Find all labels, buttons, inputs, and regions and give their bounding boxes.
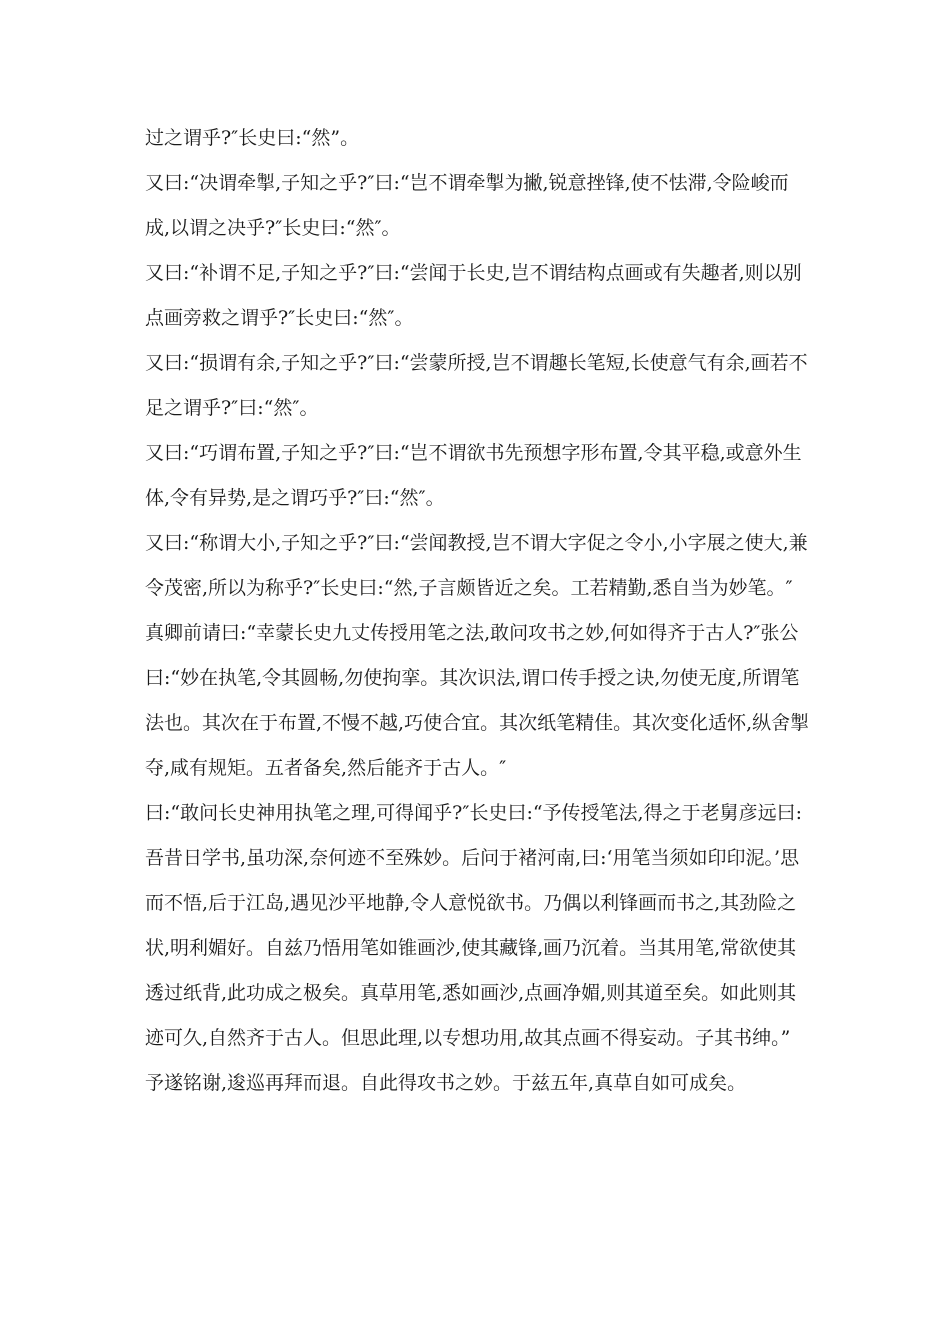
paragraph-6: 又曰:“称谓大小,子知之乎?″曰:“尝闻教授,岂不谓大字促之令小,小字展之使大,兼令茂密,所以为称乎?″长史曰:“然,子言颇皆近之矣。工若精勤,悉自当为妙笔。″ bbox=[145, 532, 808, 599]
paragraph-8: 曰:“敢问长史神用执笔之理,可得闻乎?″长史曰:“予传授笔法,得之于老舅彦远曰:吾昔日学书,虽功深,奈何迹不至殊妙。后问于褚河南,曰:‘用笔当须如印印泥。’思而不悟,后于江岛,遇见沙平地静,令人意悦欲书。乃偶以利锋画而书之,其劲险之状,明利媚好。自兹乃悟用笔如锥画沙,使其藏锋,画乃沉着。当其用笔,常欲使其透过纸背,此功成之极矣。真草用笔,悉如画沙,点画净媚,则其道至矣。如此则其迹可久,自然齐于古人。但思此理,以专想功用,故其点画不得妄动。子其书绅。” bbox=[145, 802, 802, 1049]
paragraph-7: 真卿前请曰:“幸蒙长史九丈传授用笔之法,敢问攻书之妙,何如得齐于古人?″张公曰:“妙在执笔,令其圆畅,勿使拘挛。其次识法,谓口传手授之诀,勿使无度,所谓笔法也。其次在于布置,不慢不越,巧使合宜。其次纸笔精佳。其次变化适怀,纵舍掣夺,咸有规矩。五者备矣,然后能齐于古人。″ bbox=[145, 622, 810, 779]
paragraph-5: 又曰:“巧谓布置,子知之乎?″曰:“岂不谓欲书先预想字形布置,令其平稳,或意外生体,令有异势,是之谓巧乎?″曰:“然″。 bbox=[145, 442, 802, 509]
paragraph-4: 又曰:“损谓有余,子知之乎?″曰:“尝蒙所授,岂不谓趣长笔短,长使意气有余,画若不足之谓乎?″曰:“然″。 bbox=[145, 352, 808, 419]
paragraph-1: 过之谓乎?″长史曰:“然”。 bbox=[145, 127, 360, 149]
paragraph-9: 予遂铭谢,逡巡再拜而退。自此得攻书之妙。于兹五年,真草自如可成矣。 bbox=[145, 1072, 747, 1094]
paragraph-2: 又曰:“决谓牵掣,子知之乎?″曰:“岂不谓牵掣为撇,锐意挫锋,使不怯滞,令险峻而成,以谓之决乎?″长史曰:“然″。 bbox=[145, 172, 789, 239]
paragraph-3: 又曰:“补谓不足,子知之乎?″曰:“尝闻于长史,岂不谓结构点画或有失趣者,则以别点画旁救之谓乎?″长史曰:“然″。 bbox=[145, 262, 802, 329]
document-body bbox=[145, 116, 810, 1106]
